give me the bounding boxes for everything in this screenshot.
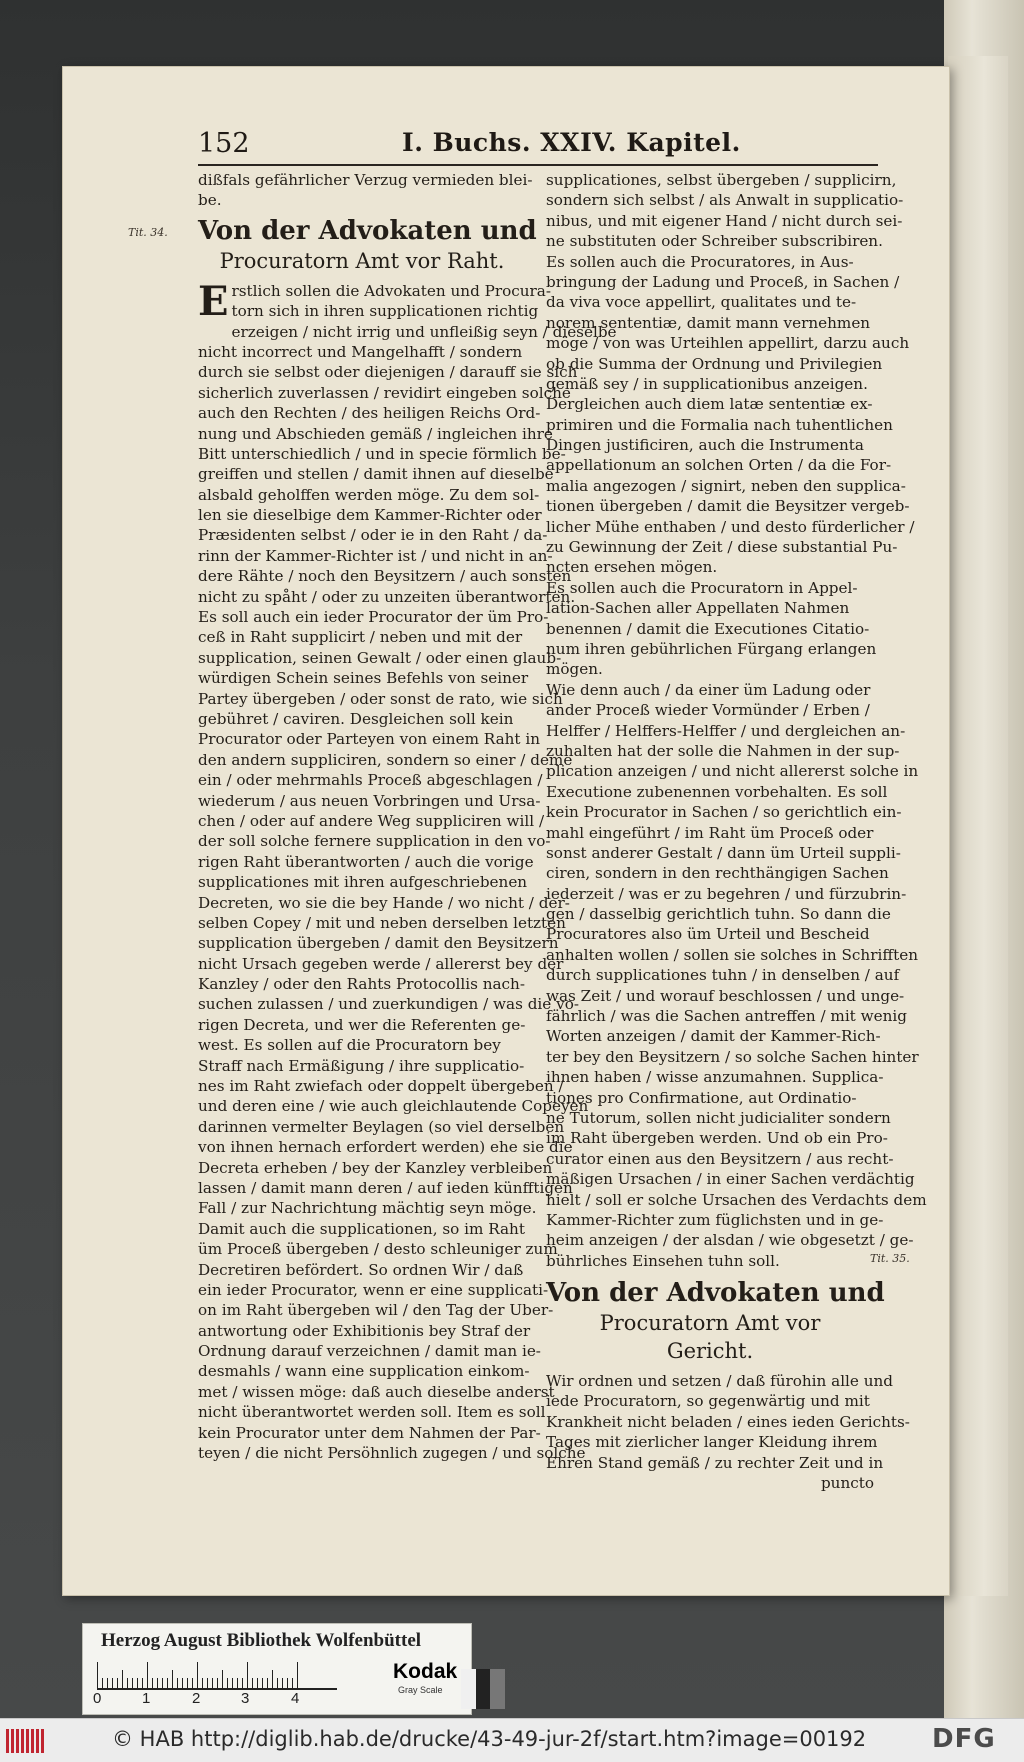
text-line: rstlich sollen die Advokaten und Procura- <box>231 281 551 300</box>
text-line: ncten ersehen mögen. <box>546 558 718 577</box>
ruler-tick <box>257 1678 258 1688</box>
text-line: üm Proceß übergeben / desto schleuniger zum <box>198 1240 558 1259</box>
ruler-tick <box>162 1678 163 1688</box>
text-line: supplication übergeben / damit den Beysitzern <box>198 934 559 953</box>
scale-ruler <box>97 1660 337 1690</box>
text-line: alsbald geholffen werden möge. Zu dem sol- <box>198 485 540 504</box>
ruler-tick <box>177 1678 178 1688</box>
ruler-tick <box>147 1662 148 1688</box>
left-section-heading: Von der Advokaten und <box>198 215 537 246</box>
text-line: chen / oder auf andere Weg suppliciren will / <box>198 811 545 830</box>
kodak-subtitle: Gray Scale <box>398 1685 443 1695</box>
library-color-card <box>82 1623 472 1715</box>
text-line: zuhalten hat der solle die Nahmen in der sup- <box>546 741 900 760</box>
text-line: lation-Sachen aller Appellaten Nahmen <box>546 599 850 618</box>
right-section-subheading-2: Gericht. <box>666 1339 754 1364</box>
ruler-number: 4 <box>291 1690 300 1707</box>
text-line: ne Tutorum, sollen nicht judicialiter sondern <box>546 1108 891 1127</box>
text-line: torn sich in ihren supplicationen richtig <box>231 302 539 321</box>
text-line: west. Es sollen auf die Procuratorn bey <box>198 1036 501 1055</box>
ruler-tick <box>237 1678 238 1688</box>
text-line: darinnen vermelter Beylagen (so viel derselben <box>198 1117 565 1136</box>
page-header <box>198 128 878 166</box>
text-line: nung und Abschieden gemäß / ingleichen ihre <box>198 424 553 443</box>
text-line: selben Copey / mit und neben derselben letzten <box>198 913 566 932</box>
running-head: I. Buchs. XXIV. Kapitel. <box>402 128 741 157</box>
text-line: wiederum / aus neuen Vorbringen und Ursa- <box>198 791 541 810</box>
text-line: appellationum an solchen Orten / da die For- <box>546 456 892 475</box>
ruler-tick <box>267 1678 268 1688</box>
text-line: Partey übergeben / oder sonst de rato, wie sich <box>198 689 563 708</box>
grayscale-patch <box>461 1669 505 1709</box>
text-line: erzeigen / nicht irrig und unfleißig seyn / dieselbe <box>231 322 617 341</box>
text-line: Krankheit nicht beladen / eines ieden Gerichts- <box>546 1412 910 1431</box>
text-line: auch den Rechten / des heiligen Reichs Ord- <box>198 404 541 423</box>
ruler-tick <box>212 1678 213 1688</box>
text-line: Worten anzeigen / damit der Kammer-Rich- <box>546 1027 881 1046</box>
text-line: mögen. <box>546 660 603 679</box>
right-post-lines <box>546 1371 910 1473</box>
text-line: Procurator oder Parteyen von einem Raht in <box>198 730 540 749</box>
ruler-tick <box>187 1678 188 1688</box>
ruler-tick <box>132 1678 133 1688</box>
ruler-tick <box>192 1678 193 1688</box>
text-line: ander Proceß wieder Vormünder / Erben / <box>546 701 870 720</box>
text-line: greiffen und stellen / damit ihnen auf dieselbe <box>198 465 554 484</box>
text-line: Es sollen auch die Procuratores, in Aus- <box>546 252 854 271</box>
text-line: Es soll auch ein ieder Procurator der üm Pro- <box>198 608 549 627</box>
text-line: ihnen haben / wisse anzumahnen. Supplica- <box>546 1068 884 1087</box>
text-line: fährlich / was die Sachen antreffen / mit wenig <box>546 1007 907 1026</box>
text-line: von ihnen hernach erfordert werden) ehe sie die <box>198 1138 573 1157</box>
ruler-tick <box>232 1678 233 1688</box>
copyright-url[interactable]: © HAB http://diglib.hab.de/drucke/43-49-jur-2f/start.htm?image=00192 <box>112 1727 867 1751</box>
ruler-tick <box>287 1678 288 1688</box>
text-line: on im Raht übergeben wil / den Tag der Uber- <box>198 1301 554 1320</box>
ruler-tick <box>157 1678 158 1688</box>
right-section-subheading: Procuratorn Amt vor <box>599 1311 821 1336</box>
text-line: suchen zulassen / und zuerkundigen / was die vo- <box>198 995 579 1014</box>
hab-logo-icon <box>6 1729 46 1753</box>
text-line: anhalten wollen / sollen sie solches in Schrifften <box>546 945 918 964</box>
text-line: be. <box>198 191 222 210</box>
text-line: nicht incorrect und Mangelhafft / sondern <box>198 342 523 361</box>
next-page-edge <box>948 56 1008 1596</box>
ruler-tick <box>112 1678 113 1688</box>
text-line: ter bey den Beysitzern / so solche Sachen hinter <box>546 1047 919 1066</box>
text-line: Fall / zur Nachrichtung mächtig seyn möge. <box>198 1199 537 1218</box>
text-line: supplicationes mit ihren aufgeschriebenen <box>198 873 528 892</box>
text-line: Præsidenten selbst / oder ie in den Raht / da- <box>198 526 548 545</box>
ruler-tick <box>122 1670 123 1688</box>
text-line: durch supplicationes tuhn / in denselben / auf <box>546 966 900 985</box>
text-line: Tages mit zierlicher langer Kleidung ihrem <box>546 1433 878 1452</box>
text-line: Decreten, wo sie die bey Hande / wo nicht / der- <box>198 893 570 912</box>
text-line: sicherlich zuverlassen / revidirt eingeben solche <box>198 383 571 402</box>
text-line: und deren eine / wie auch gleichlautende Copeyen <box>198 1097 589 1116</box>
ruler-tick <box>107 1678 108 1688</box>
text-line: kein Procurator in Sachen / so gerichtlich ein- <box>546 803 902 822</box>
text-line: Damit auch die supplicationen, so im Raht <box>198 1219 525 1238</box>
text-line: würdigen Schein seines Befehls von seiner <box>198 669 529 688</box>
ruler-tick <box>117 1678 118 1688</box>
text-line: kein Procurator unter dem Nahmen der Par- <box>198 1423 541 1442</box>
text-line: nicht zu spåht / oder zu unzeiten überantworten. <box>198 587 576 606</box>
text-line: curator einen aus den Beysitzern / aus recht- <box>546 1149 894 1168</box>
ruler-tick <box>127 1678 128 1688</box>
text-line: dere Rähte / noch den Beysitzern / auch sonsten <box>198 567 572 586</box>
ruler-tick <box>222 1670 223 1688</box>
text-line: Wie denn auch / da einer üm Ladung oder <box>546 680 871 699</box>
ruler-number: 2 <box>192 1690 201 1707</box>
text-line: Decretiren befördert. So ordnen Wir / daß <box>198 1260 524 1279</box>
ruler-tick <box>297 1662 298 1688</box>
text-line: Kanzley / oder den Rahts Protocollis nach- <box>198 975 525 994</box>
text-line: nes im Raht zwiefach oder doppelt übergeben / <box>198 1077 564 1096</box>
text-line: supplication, seinen Gewalt / oder einen glaub- <box>198 648 562 667</box>
ruler-number: 1 <box>142 1690 151 1707</box>
text-line: gebühret / caviren. Desgleichen soll kein <box>198 709 514 728</box>
margin-note-tit-34: Tit. 34. <box>128 226 168 239</box>
ruler-tick <box>172 1670 173 1688</box>
text-line: nibus, und mit eigener Hand / nicht durch sei- <box>546 211 903 230</box>
left-section-subheading: Procuratorn Amt vor Raht. <box>219 248 505 273</box>
ruler-tick <box>272 1670 273 1688</box>
ruler-tick <box>242 1678 243 1688</box>
text-line: Dingen justificiren, auch die Instrumenta <box>546 436 864 455</box>
ruler-tick <box>217 1678 218 1688</box>
text-line: sonst anderer Gestalt / dann üm Urteil suppli- <box>546 843 901 862</box>
ruler-tick <box>247 1662 248 1688</box>
text-line: antwortung oder Exhibitionis bey Straf der <box>198 1321 531 1340</box>
text-line: lassen / damit mann deren / auf ieden künfftigen <box>198 1178 573 1197</box>
text-line: met / wissen möge: daß auch dieselbe anderst <box>198 1382 555 1401</box>
text-line: rinn der Kammer-Richter ist / und nicht in an- <box>198 546 553 565</box>
ruler-tick <box>262 1678 263 1688</box>
text-line: den andern suppliciren, sondern so einer / deme <box>198 750 573 769</box>
text-line: bührliches Einsehen tuhn soll. <box>546 1251 780 1270</box>
text-line: Es sollen auch die Procuratorn in Appel- <box>546 578 858 597</box>
margin-note-tit-35: Tit. 35. <box>870 1252 910 1265</box>
text-line: ein ieder Procurator, wenn er eine supplicati- <box>198 1280 549 1299</box>
text-line: benennen / damit die Executiones Citatio- <box>546 619 870 638</box>
ruler-tick <box>142 1678 143 1688</box>
text-line: Wir ordnen und setzen / daß fürohin alle und <box>546 1372 894 1391</box>
right-section-heading: Von der Advokaten und <box>546 1278 885 1309</box>
viewer-footer <box>0 1718 1024 1762</box>
text-line: iede Procuratorn, so gegenwärtig und mit <box>546 1392 870 1411</box>
ruler-number: 3 <box>241 1690 250 1707</box>
ruler-tick <box>197 1662 198 1688</box>
text-line: plication anzeigen / und nicht allererst solche in <box>546 762 919 781</box>
text-line: licher Mühe enthaben / und desto fürderlicher / <box>546 517 915 536</box>
text-line: Ordnung darauf verzeichnen / damit man ie- <box>198 1342 541 1361</box>
text-line: zu Gewinnung der Zeit / diese substantial Pu- <box>546 538 898 557</box>
text-line: ne substituten oder Schreiber subscribiren. <box>546 232 883 251</box>
text-line: Straff nach Ermäßigung / ihre supplicatio- <box>198 1056 525 1075</box>
text-line: heim anzeigen / der alsdan / wie obgesetzt / ge- <box>546 1231 914 1250</box>
text-line: Dergleichen auch diem latæ sententiæ ex- <box>546 395 873 414</box>
text-line: malia angezogen / signirt, neben den supplica- <box>546 476 906 495</box>
ruler-tick <box>152 1678 153 1688</box>
text-line: mäßigen Ursachen / in einer Sachen verdächtig <box>546 1170 915 1189</box>
ruler-tick <box>167 1678 168 1688</box>
text-line: Executione zubenennen vorbehalten. Es soll <box>546 782 888 801</box>
text-line: iederzeit / was er zu begehren / und fürzubrin- <box>546 884 907 903</box>
library-name: Herzog August Bibliothek Wolfenbüttel <box>101 1630 422 1651</box>
drop-cap: E <box>198 277 229 325</box>
text-line: sondern sich selbst / als Anwalt in supplicatio- <box>546 191 904 210</box>
ruler-tick <box>277 1678 278 1688</box>
ruler-tick <box>292 1678 293 1688</box>
ruler-tick <box>202 1678 203 1688</box>
text-line: möge / von was Urteihlen appellirt, darzu auch <box>546 334 910 353</box>
text-line: ceß in Raht supplicirt / neben und mit der <box>198 628 523 647</box>
ruler-number: 0 <box>93 1690 102 1707</box>
text-line: Kammer-Richter zum füglichsten und in ge- <box>546 1210 884 1229</box>
ruler-tick <box>137 1678 138 1688</box>
text-line: im Raht übergeben werden. Und ob ein Pro- <box>546 1129 888 1148</box>
catchword: puncto <box>820 1474 874 1493</box>
text-line: durch sie selbst oder diejenigen / darauff sie sich <box>198 363 578 382</box>
ruler-tick <box>207 1678 208 1688</box>
text-line: Bitt unterschiedlich / und in specie förmlich be- <box>198 444 566 463</box>
ruler-tick <box>252 1678 253 1688</box>
text-line: desmahls / wann eine supplication einkom- <box>198 1362 530 1381</box>
text-line: rigen Decreta, und wer die Referenten ge- <box>198 1015 526 1034</box>
text-line: gen / dasselbig gerichtlich tuhn. So dann die <box>546 905 891 924</box>
ruler-tick <box>97 1662 98 1688</box>
text-line: Ehren Stand gemäß / zu rechter Zeit und in <box>546 1453 884 1472</box>
kodak-logo: Kodak <box>393 1660 458 1683</box>
text-line: norem sententiæ, damit mann vernehmen <box>546 313 871 332</box>
text-line: Decreta erheben / bey der Kanzley verbleiben <box>198 1158 553 1177</box>
text-line: primiren und die Formalia nach tuhentlichen <box>546 415 893 434</box>
text-line: supplicationes, selbst übergeben / supplicirn, <box>546 171 897 189</box>
text-line: da viva voce appellirt, qualitates und te- <box>546 293 857 312</box>
text-line: mahl eingeführt / im Raht üm Proceß oder <box>546 823 874 842</box>
left-pre-lines <box>198 170 533 211</box>
text-line: rigen Raht überantworten / auch die vorige <box>198 852 534 871</box>
text-line: was Zeit / und worauf beschlossen / und unge- <box>546 986 905 1005</box>
page-number: 152 <box>198 128 250 159</box>
ruler-tick <box>102 1678 103 1688</box>
text-line: ciren, sondern in den rechthängigen Sachen <box>546 864 889 883</box>
text-line: len sie dieselbige dem Kammer-Richter oder <box>198 506 542 525</box>
dfg-logo: DFG <box>932 1724 996 1754</box>
text-line: hielt / soll er solche Ursachen des Verdachts dem <box>546 1190 927 1209</box>
text-line: num ihren gebührlichen Fürgang erlangen <box>546 639 877 658</box>
text-line: ob die Summa der Ordnung und Privilegien <box>546 354 883 373</box>
text-line: Procuratores also üm Urteil und Bescheid <box>546 925 870 944</box>
text-line: nicht überantwortet werden soll. Item es soll <box>198 1403 546 1422</box>
text-line: dißfals gefährlicher Verzug vermieden blei- <box>198 171 533 189</box>
text-line: tionen übergeben / damit die Beysitzer vergeb- <box>546 497 910 516</box>
text-line: gemäß sey / in supplicationibus anzeigen. <box>546 374 868 393</box>
text-line: Helffer / Helffers-Helffer / und dergleichen an- <box>546 721 906 740</box>
text-line: der soll solche fernere supplication in den vo- <box>198 832 551 851</box>
text-line: teyen / die nicht Persöhnlich zugegen / und solche <box>198 1444 586 1463</box>
text-line: tiones pro Confirmatione, aut Ordinatio- <box>546 1088 857 1107</box>
ruler-tick <box>282 1678 283 1688</box>
ruler-tick <box>182 1678 183 1688</box>
ruler-tick <box>227 1678 228 1688</box>
text-line: ein / oder mehrmahls Proceß abgeschlagen / <box>198 771 543 790</box>
text-line: nicht Ursach gegeben werde / allererst bey der <box>198 954 564 973</box>
text-line: bringung der Ladung und Proceß, in Sachen / <box>546 272 900 291</box>
